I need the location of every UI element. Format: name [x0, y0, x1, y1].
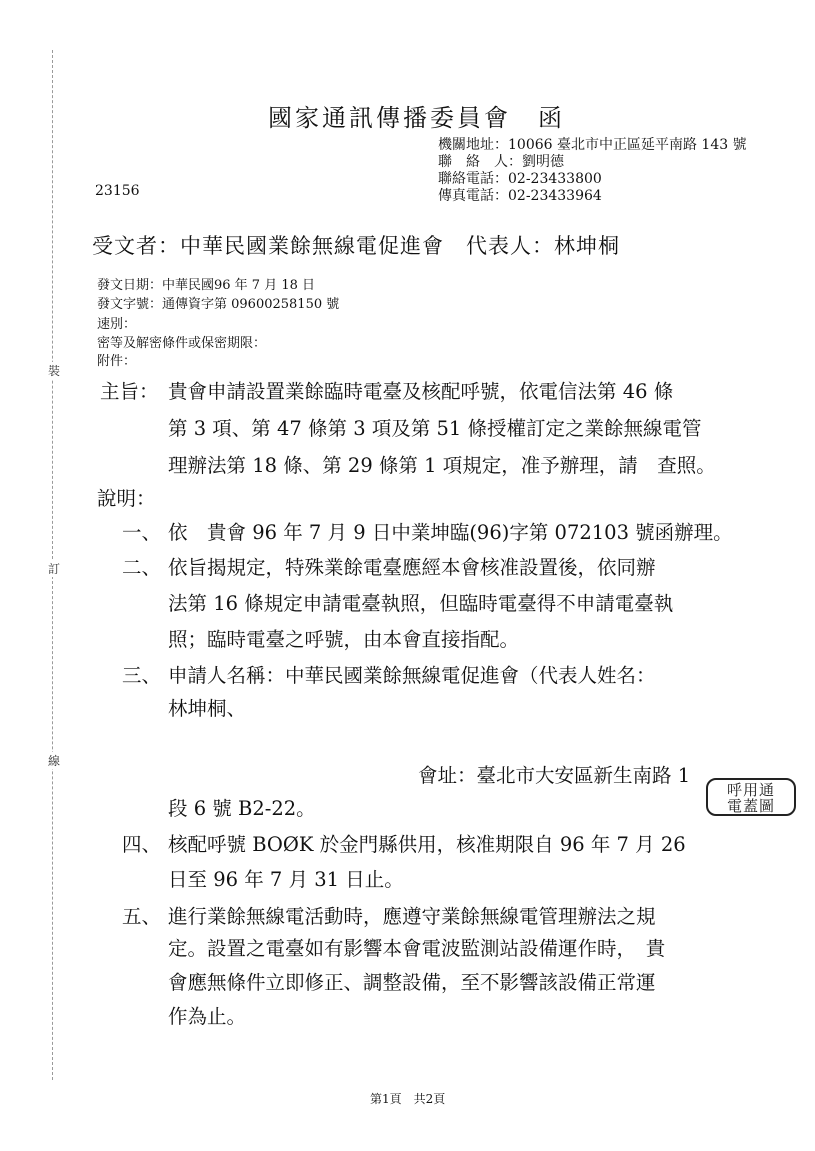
item-line: 進行業餘無線電活動時，應遵守業餘無線電管理辦法之規	[168, 905, 656, 928]
org-phone: 聯絡電話：02-23433800	[438, 171, 602, 187]
association-address-continued: 段 6 號 B2-22。	[168, 797, 316, 820]
association-address: 會址：臺北市大安區新生南路 1	[418, 764, 691, 787]
item-line: 核配呼號 BOØK 於金門縣供用，核准期限自 96 年 7 月 26	[168, 833, 686, 856]
subject-line: 第 3 項、第 47 條第 3 項及第 51 條授權訂定之業餘無線電管	[168, 417, 702, 440]
item-number: 五、	[122, 905, 162, 928]
item-line: 申請人名稱：中華民國業餘無線電促進會（代表人姓名：	[168, 664, 656, 687]
subject-line: 貴會申請設置業餘臨時電臺及核配呼號，依電信法第 46 條	[168, 380, 674, 403]
item-number: 四、	[122, 833, 162, 856]
binding-char-xian: 線	[48, 754, 61, 768]
item-line: 依旨揭規定，特殊業餘電臺應經本會核准設置後，依同辦	[168, 556, 656, 579]
item-number: 三、	[122, 664, 162, 687]
org-contact-person: 聯 絡 人：劉明德	[438, 154, 564, 170]
item-line: 會應無條件立即修正、調整設備，至不影響該設備正常運	[168, 971, 656, 994]
subject-label: 主旨：	[100, 380, 159, 403]
binding-char-zhuang: 裝	[48, 364, 61, 378]
delivery-speed: 速別：	[97, 317, 137, 332]
attachment: 附件：	[97, 354, 137, 369]
official-stamp	[706, 778, 796, 816]
postal-code: 23156	[95, 183, 140, 199]
item-line: 日至 96 年 7 月 31 日止。	[168, 868, 404, 891]
stamp-text: 電蓋圖	[726, 797, 775, 815]
document-title: 國家通訊傳播委員會 函	[268, 104, 565, 132]
issue-date: 發文日期：中華民國96 年 7 月 18 日	[97, 278, 316, 293]
page-number: 第1頁 共2頁	[370, 1092, 446, 1106]
document-number: 發文字號：通傳資字第 09600258150 號	[97, 297, 340, 312]
binding-char-ding: 訂	[48, 562, 61, 576]
item-line: 法第 16 條規定申請電臺執照，但臨時電臺得不申請電臺執	[168, 592, 674, 615]
explanation-label: 說明：	[97, 487, 156, 510]
item-line: 照；臨時電臺之呼號，由本會直接指配。	[168, 628, 520, 651]
recipient-line: 受文者：中華民國業餘無線電促進會 代表人：林坤桐	[92, 234, 620, 258]
subject-line: 理辦法第 18 條、第 29 條第 1 項規定，准予辦理，請 查照。	[168, 454, 716, 477]
item-line: 依 貴會 96 年 7 月 9 日中業坤臨(96)字第 072103 號函辦理。	[168, 521, 733, 544]
org-fax: 傳真電話：02-23433964	[438, 188, 602, 204]
secrecy-level: 密等及解密條件或保密期限：	[97, 336, 267, 351]
item-line: 作為止。	[168, 1005, 247, 1028]
item-line: 林坤桐、	[168, 697, 247, 720]
item-number: 一、	[122, 521, 162, 544]
item-line: 定。設置之電臺如有影響本會電波監測站設備運作時， 貴	[168, 937, 666, 960]
org-address: 機關地址：10066 臺北市中正區延平南路 143 號	[438, 137, 747, 153]
item-number: 二、	[122, 556, 162, 579]
stamp-text: 呼用通	[726, 781, 775, 799]
